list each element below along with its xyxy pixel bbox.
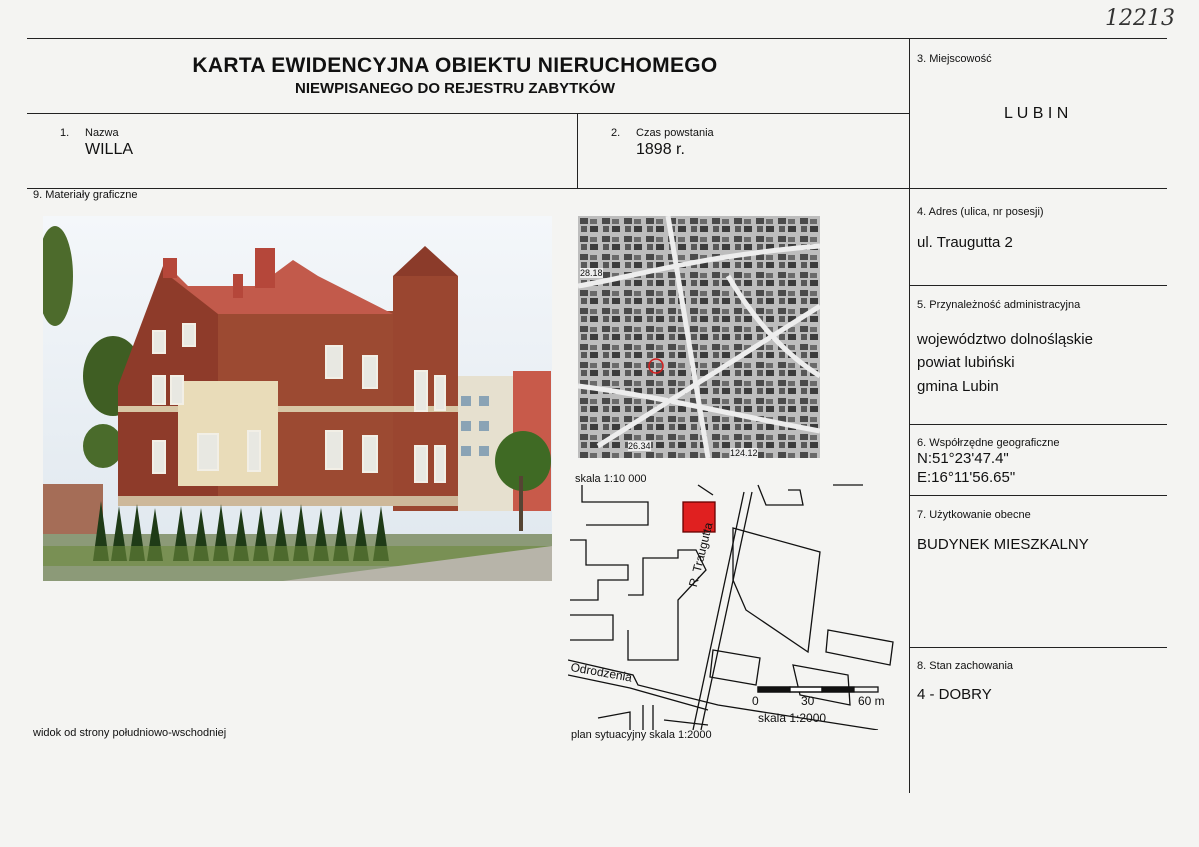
right-column-divider bbox=[909, 38, 910, 793]
materialy-label: 9. Materiały graficzne bbox=[33, 189, 138, 201]
scalebar-tick: 30 bbox=[801, 694, 815, 708]
stan-label: 8. Stan zachowania bbox=[917, 660, 1014, 672]
scalebar-tick: 60 m bbox=[858, 694, 885, 708]
title-rule bbox=[27, 113, 910, 114]
site-plan bbox=[568, 480, 898, 730]
adres-value: ul. Traugutta 2 bbox=[917, 234, 1013, 251]
stan-value: 4 - DOBRY bbox=[917, 686, 992, 703]
document-title: KARTA EWIDENCYJNA OBIEKTU NIERUCHOMEGO bbox=[192, 54, 718, 77]
rule-8 bbox=[909, 647, 1167, 648]
topo-height-label: 26.34 bbox=[628, 441, 651, 451]
scalebar-tick: 0 bbox=[752, 694, 759, 708]
document-subtitle: NIEWPISANEGO DO REJESTRU ZABYTKÓW bbox=[294, 80, 616, 97]
topo-scale: skala 1:10 000 bbox=[575, 473, 647, 485]
topo-height-label: 28.18 bbox=[580, 268, 603, 278]
row1-divider bbox=[577, 113, 578, 188]
rule-7 bbox=[909, 495, 1167, 496]
uzytkowanie-value: BUDYNEK MIESZKALNY bbox=[917, 536, 1089, 553]
longitude-value: E:16°11'56.65" bbox=[917, 469, 1016, 486]
nazwa-number: 1. bbox=[60, 127, 70, 139]
miejscowosc-label: 3. Miejscowość bbox=[917, 53, 992, 65]
czas-label: Czas powstania bbox=[636, 127, 714, 139]
przynaleznosc-line: województwo dolnośląskie bbox=[917, 331, 1093, 348]
adres-label: 4. Adres (ulica, nr posesji) bbox=[917, 206, 1044, 218]
nazwa-label: Nazwa bbox=[85, 127, 119, 139]
przynaleznosc-label: 5. Przynależność administracyjna bbox=[917, 299, 1081, 311]
scalebar-caption: skala 1:2000 bbox=[758, 711, 827, 725]
row1-rule bbox=[27, 188, 1167, 189]
street-label-odrodzenia: Odrodzenia bbox=[569, 660, 634, 685]
wspolrzedne-label: 6. Współrzędne geograficzne bbox=[917, 437, 1060, 449]
latitude-value: N:51°23'47.4" bbox=[917, 450, 1009, 467]
uzytkowanie-label: 7. Użytkowanie obecne bbox=[917, 509, 1031, 521]
topo-height-label: 124.12 bbox=[730, 448, 758, 458]
rule-6 bbox=[909, 424, 1167, 425]
przynaleznosc-line: gmina Lubin bbox=[917, 378, 999, 395]
topographic-map bbox=[578, 216, 820, 458]
miejscowosc-value: L U B I N bbox=[1004, 105, 1069, 122]
przynaleznosc-line: powiat lubiński bbox=[917, 354, 1015, 371]
photo-caption: widok od strony południowo-wschodniej bbox=[33, 727, 227, 739]
czas-value: 1898 r. bbox=[636, 141, 685, 158]
nazwa-value: WILLA bbox=[85, 141, 134, 158]
archive-number: 12213 bbox=[1105, 6, 1175, 31]
top-rule bbox=[27, 38, 1167, 39]
plan-caption: plan sytuacyjny skala 1:2000 bbox=[571, 729, 712, 741]
czas-number: 2. bbox=[611, 127, 621, 139]
building-photo bbox=[43, 216, 552, 581]
rule-5 bbox=[909, 285, 1167, 286]
street-label-traugutta: R. Traugutta bbox=[686, 520, 716, 589]
